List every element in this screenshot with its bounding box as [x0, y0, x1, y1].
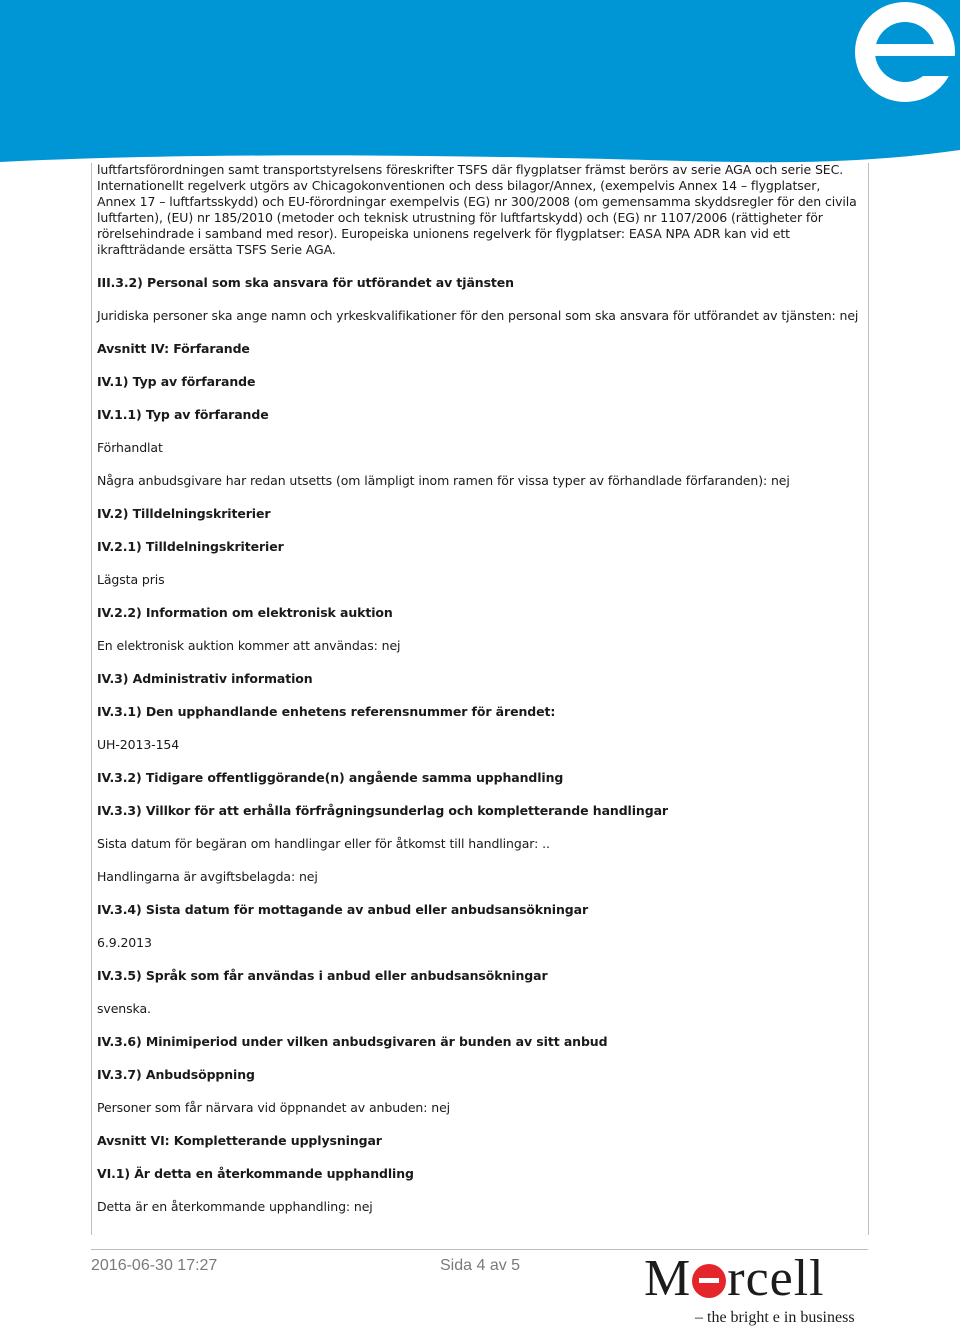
section-heading: IV.3.2) Tidigare offentliggörande(n) angående samma upphandling	[97, 770, 564, 785]
section-heading: IV.3) Administrativ information	[97, 671, 313, 686]
document-body	[97, 162, 862, 1232]
paragraph: Handlingarna är avgiftsbelagda: nej	[97, 869, 318, 884]
section-heading: IV.3.5) Språk som får användas i anbud eller anbudsansökningar	[97, 968, 548, 983]
paragraph: En elektronisk auktion kommer att användas: nej	[97, 638, 401, 653]
brand-tagline: – the bright e in business	[695, 1309, 855, 1326]
section-heading: IV.3.4) Sista datum för mottagande av anbud eller anbudsansökningar	[97, 902, 589, 917]
paragraph: Lägsta pris	[97, 572, 165, 587]
section-heading: IV.3.1) Den upphandlande enhetens referensnummer för ärendet:	[97, 704, 556, 719]
section-heading: IV.1) Typ av förfarande	[97, 374, 256, 389]
section-heading: IV.3.3) Villkor för att erhålla förfrågningsunderlag och kompletterande handlingar	[97, 803, 668, 818]
paragraph: svenska.	[97, 1001, 151, 1016]
paragraph: Förhandlat	[97, 440, 163, 455]
mercell-logo	[640, 1250, 870, 1329]
footer-date: 2016-06-30 17:27	[91, 1257, 218, 1274]
paragraph: Sista datum för begäran om handlingar eller för åtkomst till handlingar: ..	[97, 836, 550, 851]
paragraph: Juridiska personer ska ange namn och yrkeskvalifikationer för den personal som ska ansvara för utförandet av tjänsten: nej	[97, 308, 859, 323]
section-heading: IV.2.2) Information om elektronisk auktion	[97, 605, 393, 620]
section-heading: Avsnitt VI: Kompletterande upplysningar	[97, 1133, 382, 1148]
footer-page-number: Sida 4 av 5	[440, 1257, 521, 1274]
mercell-wordmark: M rcell	[644, 1250, 825, 1307]
paragraph: Personer som får närvara vid öppnandet av anbuden: nej	[97, 1100, 451, 1115]
mercell-e-icon	[692, 1264, 726, 1298]
header-wave-banner	[0, 0, 960, 165]
section-heading: IV.3.7) Anbudsöppning	[97, 1067, 255, 1082]
paragraph: UH-2013-154	[97, 737, 180, 752]
mercell-e-icon	[855, 2, 955, 102]
section-heading: III.3.2) Personal som ska ansvara för utförandet av tjänsten	[97, 275, 514, 290]
intro-paragraph: luftfartsförordningen samt transportstyrelsens föreskrifter TSFS där flygplatser främst berörs av serie AGA och serie SEC. Internationellt regelverk utgörs av Chicagokonventionen och dess bilagor/Annex, (exempelvis Annex 14 – flygplatser, Annex 17 – luftfartsskydd) och EU-förordningar exempelvis (EG) nr 300/2008 (om gemensamma skyddsregler för den civila luftfarten), (EU) nr 185/2010 (metoder och teknisk utrustning för luftfartskydd) och (EG) nr 1107/2006 (rättigheter för rörelsehindrade i samband med resor). Europeiska unionens regelverk för flygplatser: EASA NPA ADR kan vid ett ikraftträdande ersätta TSFS Serie AGA.	[97, 162, 857, 257]
paragraph: Några anbudsgivare har redan utsetts (om lämpligt inom ramen för vissa typer av förhandlade förfaranden): nej	[97, 473, 790, 488]
section-heading: IV.3.6) Minimiperiod under vilken anbudsgivaren är bunden av sitt anbud	[97, 1034, 608, 1049]
paragraph: 6.9.2013	[97, 935, 152, 950]
section-heading: IV.2) Tilldelningskriterier	[97, 506, 271, 521]
section-heading: VI.1) Är detta en återkommande upphandling	[97, 1166, 414, 1181]
section-heading: Avsnitt IV: Förfarande	[97, 341, 250, 356]
section-heading: IV.2.1) Tilldelningskriterier	[97, 539, 284, 554]
paragraph: Detta är en återkommande upphandling: nej	[97, 1199, 373, 1214]
section-heading: IV.1.1) Typ av förfarande	[97, 407, 269, 422]
